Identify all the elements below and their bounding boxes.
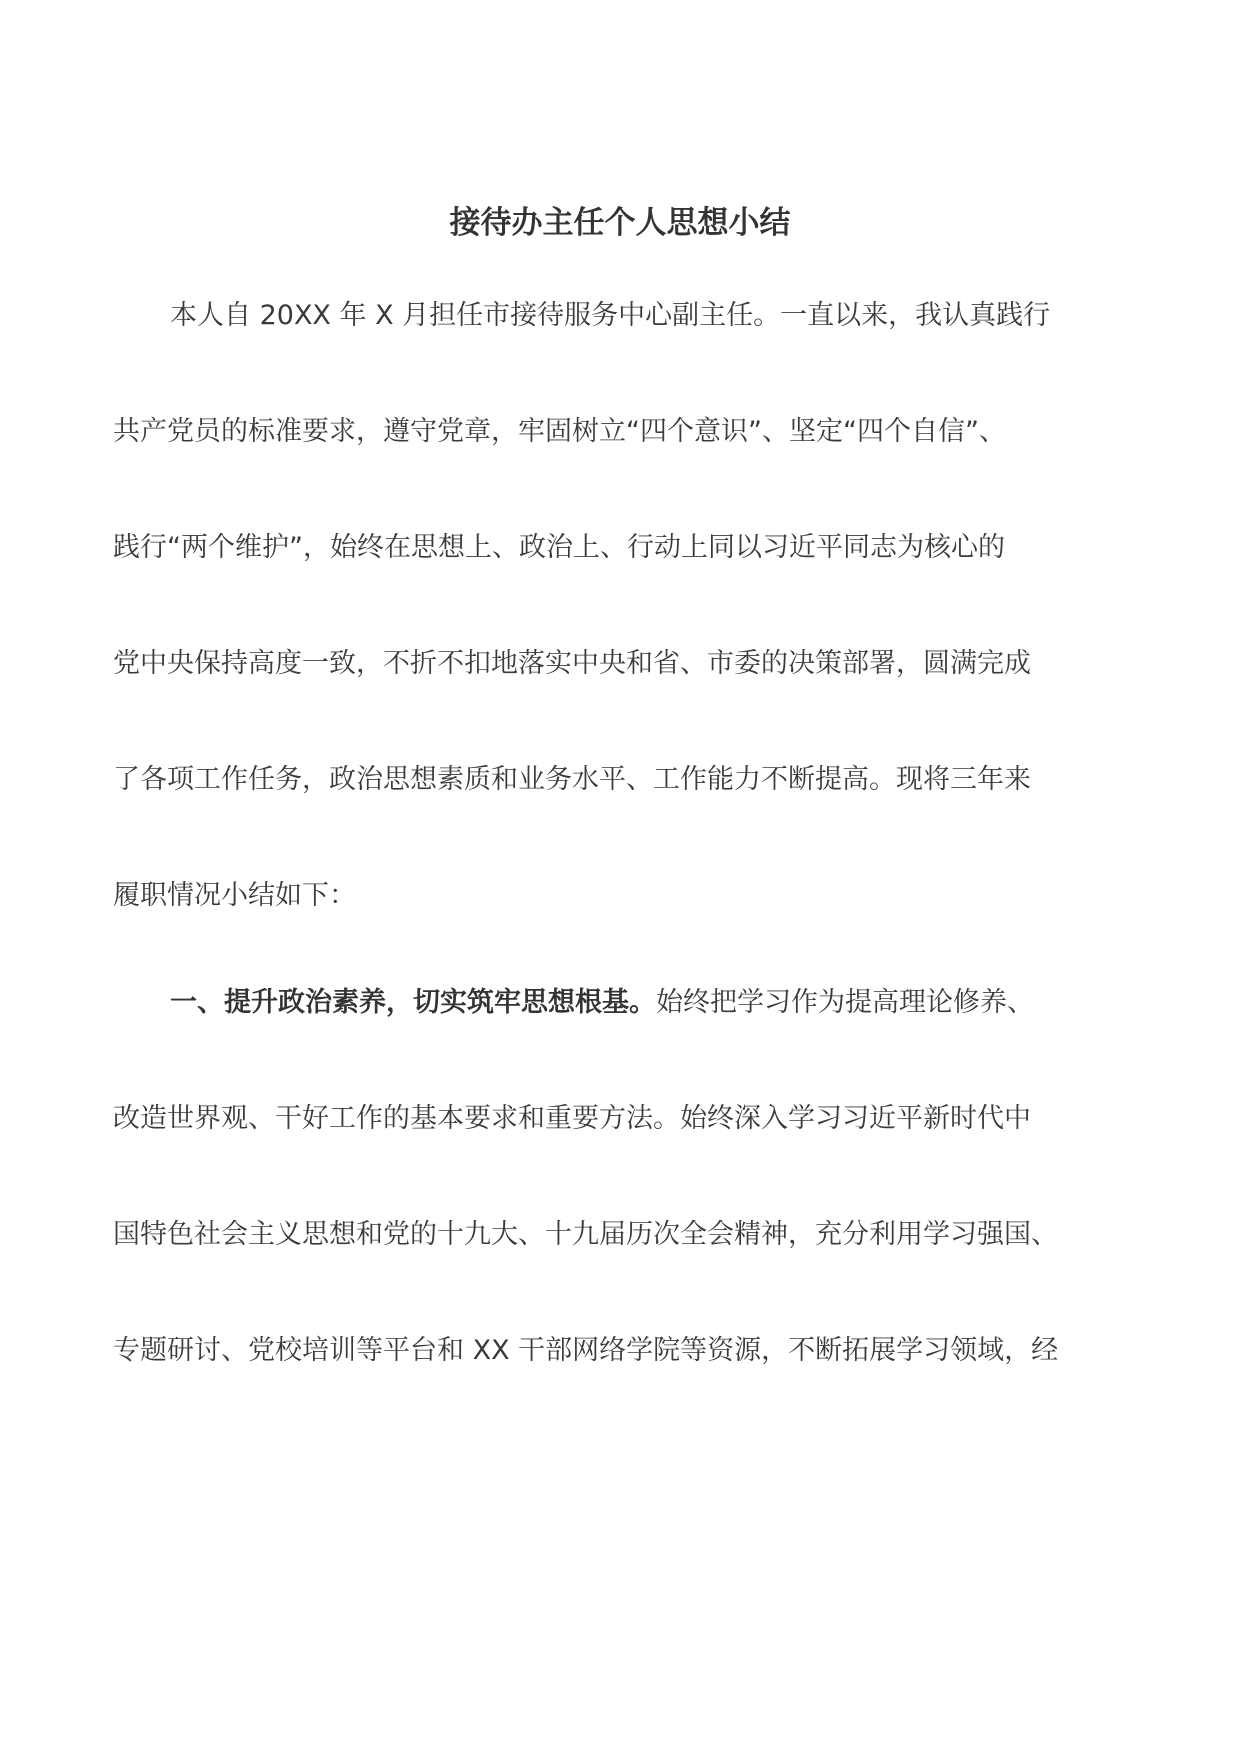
section-heading: 一、提升政治素养，切实筑牢思想根基。 [170, 987, 656, 1018]
paragraph-line: 专题研讨、党校培训等平台和 XX 干部网络学院等资源，不断拓展学习领域，经 [113, 1335, 1059, 1366]
paragraph-line: 履职情况小结如下： [113, 880, 356, 911]
paragraph-line: 共产党员的标准要求，遵守党章，牢固树立“四个意识”、坚定“四个自信”、 [113, 416, 1006, 447]
paragraph-line: 党中央保持高度一致，不折不扣地落实中央和省、市委的决策部署，圆满完成 [113, 648, 1031, 679]
section-first-line [170, 983, 1130, 1023]
paragraph-line: 践行“两个维护”，始终在思想上、政治上、行动上同以习近平同志为核心的 [113, 532, 1005, 563]
paragraph-line: 改造世界观、干好工作的基本要求和重要方法。始终深入学习习近平新时代中 [113, 1103, 1031, 1134]
paragraph-line: 本人自 20XX 年 X 月担任市接待服务中心副主任。一直以来，我认真践行 [170, 300, 1051, 331]
paragraph-line: 了各项工作任务，政治思想素质和业务水平、工作能力不断提高。现将三年来 [113, 764, 1031, 795]
section-first-line-text: 始终把学习作为提高理论修养、 [656, 987, 1034, 1018]
document-title: 接待办主任个人思想小结 [449, 205, 791, 241]
paragraph-line: 国特色社会主义思想和党的十九大、十九届历次全会精神，充分利用学习强国、 [113, 1219, 1058, 1250]
